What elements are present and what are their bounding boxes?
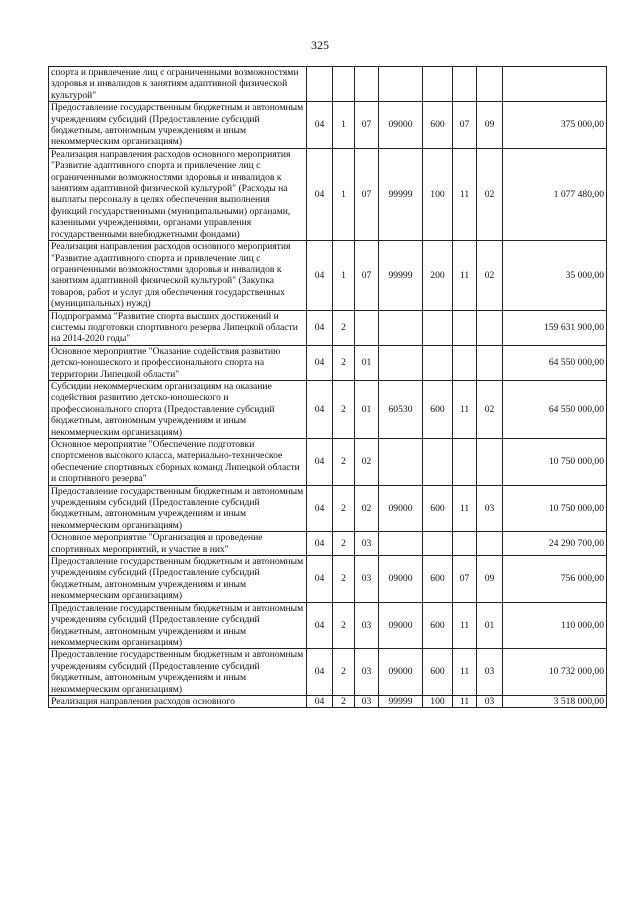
table-row [49,148,607,240]
code-direction: 09000 [379,485,423,532]
page-number: 325 [311,38,329,52]
code-section: 04 [307,310,333,345]
row-amount: 110 000,00 [503,602,607,649]
code-subprogram: 2 [333,649,355,696]
code-direction: 99999 [379,695,423,707]
code-activity: 07 [355,241,379,310]
row-amount: 10 750 000,00 [503,485,607,532]
code-activity: 03 [355,695,379,707]
table-row [49,241,607,310]
code-activity [355,310,379,345]
row-description: спорта и привлечение лиц с ограниченными возможностями здоровья и инвалидов к занятиям адаптивной физической культурой" [49,67,307,102]
code-chapter: 11 [453,695,477,707]
code-subsection: 02 [477,148,503,240]
code-expense-type: 600 [423,649,453,696]
table-row [49,310,607,345]
code-section: 04 [307,241,333,310]
code-subsection: 03 [477,695,503,707]
table-row [49,485,607,532]
code-subprogram: 2 [333,380,355,438]
code-activity: 03 [355,649,379,696]
code-expense-type: 100 [423,695,453,707]
code-direction: 09000 [379,649,423,696]
table-body [49,67,607,708]
code-subprogram: 2 [333,695,355,707]
code-direction: 09000 [379,556,423,603]
code-subsection: 02 [477,380,503,438]
code-expense-type: 600 [423,602,453,649]
code-expense-type [423,439,453,486]
code-chapter [453,439,477,486]
table-row [49,102,607,149]
code-chapter: 07 [453,556,477,603]
row-description: Предоставление государственным бюджетным и автономным учреждениям субсидий (Предоставление субсидий бюджетным, автономным учреждениям и иным некоммерческим организациям) [49,102,307,149]
code-expense-type [423,345,453,380]
code-subprogram: 2 [333,345,355,380]
code-activity: 03 [355,532,379,556]
code-expense-type [423,310,453,345]
code-activity: 02 [355,439,379,486]
table-row [49,556,607,603]
code-subsection [477,67,503,102]
code-subprogram: 2 [333,532,355,556]
budget-table [48,66,607,708]
code-activity: 02 [355,485,379,532]
row-description: Реализация направления расходов основного [49,695,307,707]
code-subprogram: 2 [333,485,355,532]
code-section: 04 [307,532,333,556]
row-description: Основное мероприятие "Организация и проведение спортивных мероприятий, и участие в них" [49,532,307,556]
code-chapter: 11 [453,148,477,240]
code-section: 04 [307,695,333,707]
code-chapter [453,310,477,345]
code-subsection [477,532,503,556]
code-subsection: 01 [477,602,503,649]
code-chapter [453,67,477,102]
row-amount: 159 631 900,00 [503,310,607,345]
row-amount: 375 000,00 [503,102,607,149]
code-section: 04 [307,148,333,240]
code-subsection [477,439,503,486]
row-description: Основное мероприятие "Оказание содействия развитию детско-юношеского и профессионального спорта на территории Липецкой области" [49,345,307,380]
code-section: 04 [307,602,333,649]
code-expense-type: 600 [423,102,453,149]
row-amount: 3 518 000,00 [503,695,607,707]
row-description: Субсидии некоммерческим организациям на оказание содействия развитию детско-юношеского и профессионального спорта (Предоставление субсидий бюджетным, автономным учреждениям и иным некоммерческим организациям) [49,380,307,438]
row-amount: 24 290 700,00 [503,532,607,556]
table-row [49,695,607,707]
code-subsection: 03 [477,485,503,532]
code-expense-type: 600 [423,556,453,603]
row-amount: 64 550 000,00 [503,380,607,438]
code-subprogram: 2 [333,439,355,486]
code-section: 04 [307,102,333,149]
code-subsection [477,310,503,345]
table-row [49,649,607,696]
code-subprogram: 1 [333,102,355,149]
code-section: 04 [307,556,333,603]
table-row [49,380,607,438]
row-description: Предоставление государственным бюджетным и автономным учреждениям субсидий (Предоставление субсидий бюджетным, автономным учреждениям и иным некоммерческим организациям) [49,485,307,532]
code-direction: 99999 [379,148,423,240]
code-section [307,67,333,102]
code-direction [379,310,423,345]
code-expense-type [423,532,453,556]
code-chapter [453,345,477,380]
table-row [49,67,607,102]
code-subsection: 03 [477,649,503,696]
code-direction: 99999 [379,241,423,310]
row-description: Реализация направления расходов основного мероприятия "Развитие адаптивного спорта и привлечение лиц с ограниченными возможностями здоровья и инвалидов к занятиям адаптивной физической культурой" (Закупка товаров, работ и услуг для обеспечения государственных (муниципальных) нужд) [49,241,307,310]
code-subprogram: 2 [333,602,355,649]
row-description: Основное мероприятие "Обеспечение подготовки спортсменов высокого класса, материально-техническое обеспечение спортивных сборных команд Липецкой области и спортивного резерва" [49,439,307,486]
row-amount: 64 550 000,00 [503,345,607,380]
code-expense-type [423,67,453,102]
code-direction: 09000 [379,102,423,149]
code-subsection: 02 [477,241,503,310]
row-description: Предоставление государственным бюджетным и автономным учреждениям субсидий (Предоставление субсидий бюджетным, автономным учреждениям и иным некоммерческим организациям) [49,602,307,649]
code-expense-type: 600 [423,380,453,438]
code-chapter: 11 [453,485,477,532]
row-description: Подпрограмма "Развитие спорта высших достижений и системы подготовки спортивного резерва Липецкой области на 2014-2020 годы" [49,310,307,345]
code-subprogram: 1 [333,148,355,240]
code-chapter: 07 [453,102,477,149]
code-section: 04 [307,345,333,380]
code-section: 04 [307,485,333,532]
code-activity: 03 [355,556,379,603]
row-amount: 10 750 000,00 [503,439,607,486]
code-direction [379,532,423,556]
code-direction: 09000 [379,602,423,649]
code-direction [379,345,423,380]
code-expense-type: 200 [423,241,453,310]
row-amount: 756 000,00 [503,556,607,603]
code-direction [379,67,423,102]
row-amount [503,67,607,102]
code-direction: 60530 [379,380,423,438]
code-subsection [477,345,503,380]
table-row [49,602,607,649]
code-chapter: 11 [453,649,477,696]
code-section: 04 [307,380,333,438]
table-row [49,439,607,486]
code-chapter: 11 [453,602,477,649]
code-section: 04 [307,439,333,486]
code-chapter [453,532,477,556]
row-amount: 35 000,00 [503,241,607,310]
code-activity [355,67,379,102]
row-amount: 10 732 000,00 [503,649,607,696]
code-chapter: 11 [453,380,477,438]
code-activity: 07 [355,148,379,240]
table-row [49,345,607,380]
code-section: 04 [307,649,333,696]
row-description: Реализация направления расходов основного мероприятия "Развитие адаптивного спорта и привлечение лиц с ограниченными возможностями здоровья и инвалидов к занятиям адаптивной физической культурой" (Расходы на выплаты персоналу в целях обеспечения выполнения функций государственными (муниципальными) органами, казенными учреждениями, органами управления государственными внебюджетными фондами) [49,148,307,240]
code-subprogram: 2 [333,556,355,603]
code-activity: 01 [355,345,379,380]
code-subprogram: 1 [333,241,355,310]
row-description: Предоставление государственным бюджетным и автономным учреждениям субсидий (Предоставление субсидий бюджетным, автономным учреждениям и иным некоммерческим организациям) [49,556,307,603]
code-activity: 07 [355,102,379,149]
code-expense-type: 600 [423,485,453,532]
row-amount: 1 077 480,00 [503,148,607,240]
code-subprogram [333,67,355,102]
code-expense-type: 100 [423,148,453,240]
code-activity: 01 [355,380,379,438]
table-row [49,532,607,556]
code-subsection: 09 [477,556,503,603]
code-direction [379,439,423,486]
row-description: Предоставление государственным бюджетным и автономным учреждениям субсидий (Предоставление субсидий бюджетным, автономным учреждениям и иным некоммерческим организациям) [49,649,307,696]
code-subprogram: 2 [333,310,355,345]
code-subsection: 09 [477,102,503,149]
code-activity: 03 [355,602,379,649]
code-chapter: 11 [453,241,477,310]
